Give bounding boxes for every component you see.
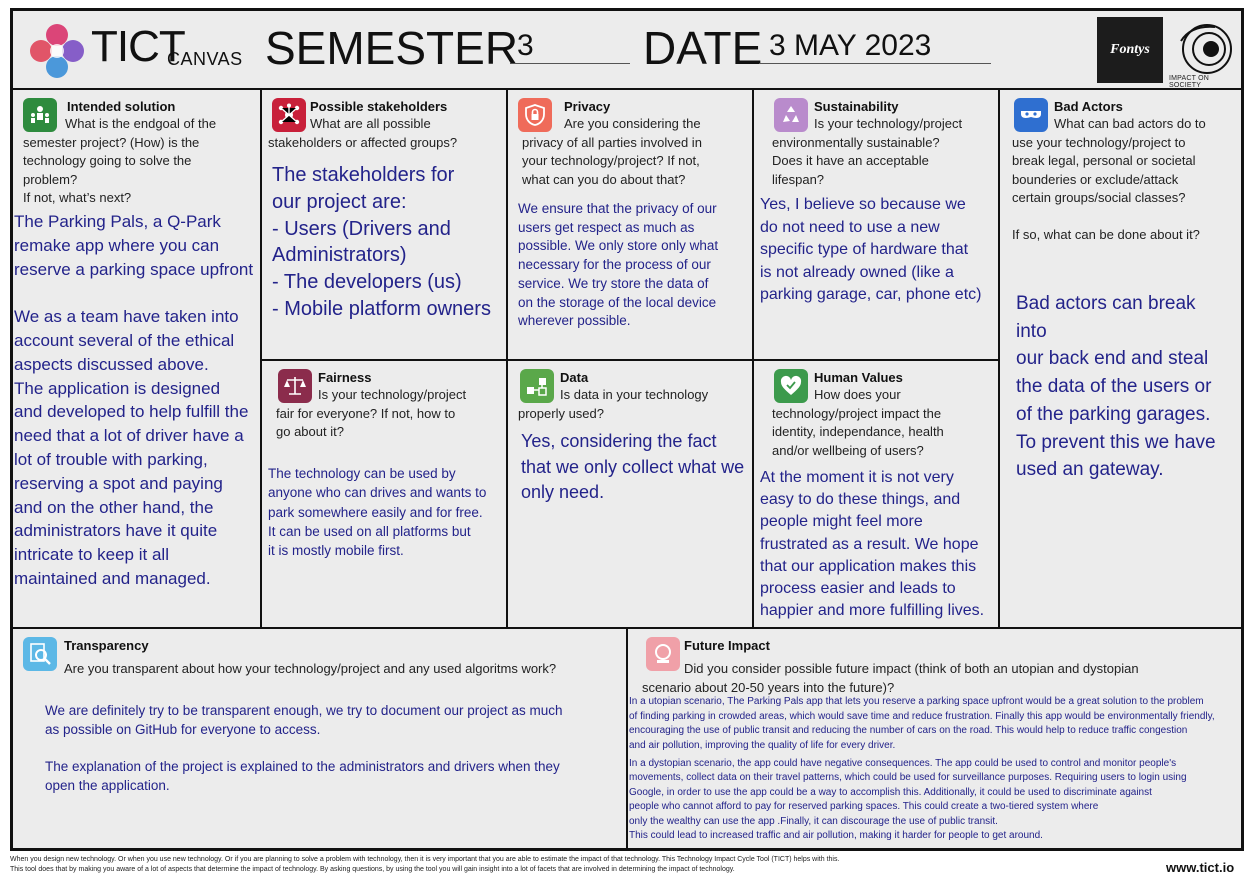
cell-title: Sustainability — [814, 99, 899, 114]
website-link[interactable]: www.tict.io — [1166, 860, 1235, 875]
date-value[interactable]: 3 MAY 2023 — [769, 29, 932, 62]
cell-human-values — [754, 361, 1000, 629]
cell-title: Privacy — [564, 99, 611, 114]
cell-question: How does your technology/project impact the identity, independance, health and/or wellbeing of users? — [772, 387, 944, 458]
cell-stakeholders — [262, 90, 508, 361]
cell-question: Is data in your technology properly used? — [518, 387, 709, 421]
header — [10, 8, 1244, 90]
footer-line-1: When you design new technology. Or when you use new technology. Or if you are planning to solve a problem with technology, then it is very important that you are able to estimate the impact of that technology. This Technology Impact Cycle Tool (TICT) helps with this. — [10, 856, 840, 863]
cell-title: Future Impact — [684, 638, 770, 653]
cell-sustainability — [754, 90, 1000, 361]
cell-answer[interactable]: The stakeholders for our project are: - Users (Drivers and Administrators) - The developers (us) - Mobile platform owners — [272, 164, 491, 320]
cell-title: Intended solution — [67, 99, 176, 114]
semester-underline — [510, 63, 630, 64]
cell-answer[interactable]: The technology can be used by anyone who can drives and wants to park somewhere easily and for free. It can be used on all platforms but it is mostly mobile first. — [268, 466, 487, 559]
cell-title: Human Values — [814, 370, 903, 385]
cell-future-impact — [628, 629, 1244, 851]
cell-question: Are you considering the privacy of all parties involved in your technology/project? If not, what can you do about that? — [522, 116, 702, 187]
cell-title: Bad Actors — [1054, 99, 1123, 114]
tict-logo-icon — [27, 23, 87, 79]
cell-answer[interactable]: The Parking Pals, a Q-Park remake app where you can reserve a parking space upfront We as a team have taken into account several of the ethical aspects discussed above. The application is designed and developed to help fulfill the need that a lot of driver have a lot of trouble with parking, reserving a spot and paying and on the other hand, the administrators have it quite intricate to keep it all maintained and managed. — [14, 212, 254, 588]
footer-line-2: This tool does that by making you aware of a lot of aspects that determine the impact of technology. By asking questions, by using the tool you will gain insight into a lot of facets that are involved in determining the impact of technology. — [10, 866, 735, 873]
brand-title: TICT — [91, 22, 185, 71]
cell-fairness — [262, 361, 508, 629]
cell-answer[interactable]: Yes, considering the fact that we only collect what we only need. — [521, 431, 745, 502]
cell-answer[interactable]: At the moment it is not very easy to do these things, and people might feel more frustrated as a result. We hope that our application makes this process easier and leads to happier and more fulfilling lives. — [760, 469, 985, 620]
cell-title: Transparency — [64, 638, 149, 653]
cell-question: What can bad actors do to use your technology/project to break legal, personal or societal bounderies or exclude/attack certain groups/social classes? If so, what can be done about it? — [1012, 116, 1206, 242]
cell-title: Possible stakeholders — [310, 99, 448, 114]
cell-question: Is your technology/project fair for everyone? If not, how to go about it? — [276, 387, 467, 439]
cell-transparency — [13, 629, 628, 851]
cell-answer[interactable]: Yes, I believe so because we do not need to use a new specific type of hardware that is not already owned (like a parking garage, car, phone etc) — [760, 196, 982, 303]
cell-title: Data — [560, 370, 589, 385]
impact-logo-text: IMPACT ON SOCIETY — [1169, 75, 1210, 89]
cell-question: Is your technology/project environmentally sustainable? Does it have an acceptable lifespan? — [772, 116, 963, 187]
magnifier-doc-icon — [23, 637, 57, 671]
footer-text — [10, 855, 1010, 875]
cell-intended-solution — [13, 90, 262, 629]
cell-privacy — [508, 90, 754, 361]
cell-answer-2[interactable]: In a dystopian scenario, the app could have negative consequences. The app could be used to control and monitor people's movements, collect data on their travel patterns, which could be used for surveillance purposes. Requiring users to login using Google, in order to use the app could be a way to accomplish this. Additionally, it could be used to discriminate against people who cannot afford to pay for reserved parking spaces. This could create a two-tiered system where only the wealthy can use the app .Finally, it can discourage the use of public transit. This could lead to increased traffic and air pollution, making it harder for people to get around. — [629, 758, 1187, 842]
fontys-logo: Fontys — [1097, 17, 1163, 83]
cell-title: Fairness — [318, 370, 372, 385]
date-underline — [759, 63, 991, 64]
semester-value[interactable]: 3 — [517, 29, 534, 62]
cell-answer[interactable]: We ensure that the privacy of our users get respect as much as possible. We only store only what necessary for the process of our service. We try store the data of on the storage of the local device wherever possible. — [518, 201, 719, 329]
cell-question: Did you consider possible future impact (think of both an utopian and dystopian scenario about 20-50 years into the future)? — [642, 661, 1139, 695]
cell-question: Are you transparent about how your technology/project and any used algoritms work? — [64, 661, 557, 676]
cell-bad-actors — [1000, 90, 1244, 629]
impact-swirl-icon — [1171, 19, 1239, 83]
semester-label: SEMESTER — [265, 22, 519, 74]
cell-question: What is the endgoal of the semester project? (How) is the technology going to solve the problem? If not, what’s next? — [23, 116, 217, 205]
cell-data — [508, 361, 754, 629]
date-label: DATE — [643, 22, 763, 74]
cell-answer-1[interactable]: In a utopian scenario, The Parking Pals app that lets you reserve a parking space upfront would be a great solution to the problem of finding parking in crowded areas, which would save time and reduce frustration. Finally this app would be environmentally friendly, encouraging the use of public transit and reducing the number of cars on the road. This would help to reduce traffic congestion and air pollution, improving the quality of life for every driver. — [629, 696, 1215, 752]
cell-question: What are all possible stakeholders or affected groups? — [268, 116, 458, 150]
brand-subtitle: CANVAS — [167, 49, 243, 69]
cell-answer-2[interactable]: The explanation of the project is explained to the administrators and drivers when they open the application. — [45, 759, 560, 794]
cell-answer[interactable]: Bad actors can break into our back end and steal the data of the users or of the parking garages. To prevent this we have used an gateway. — [1016, 293, 1216, 481]
cell-answer-1[interactable]: We are definitely try to be transparent enough, we try to document our project as much as possible on GitHub for everyone to access. — [45, 703, 563, 738]
